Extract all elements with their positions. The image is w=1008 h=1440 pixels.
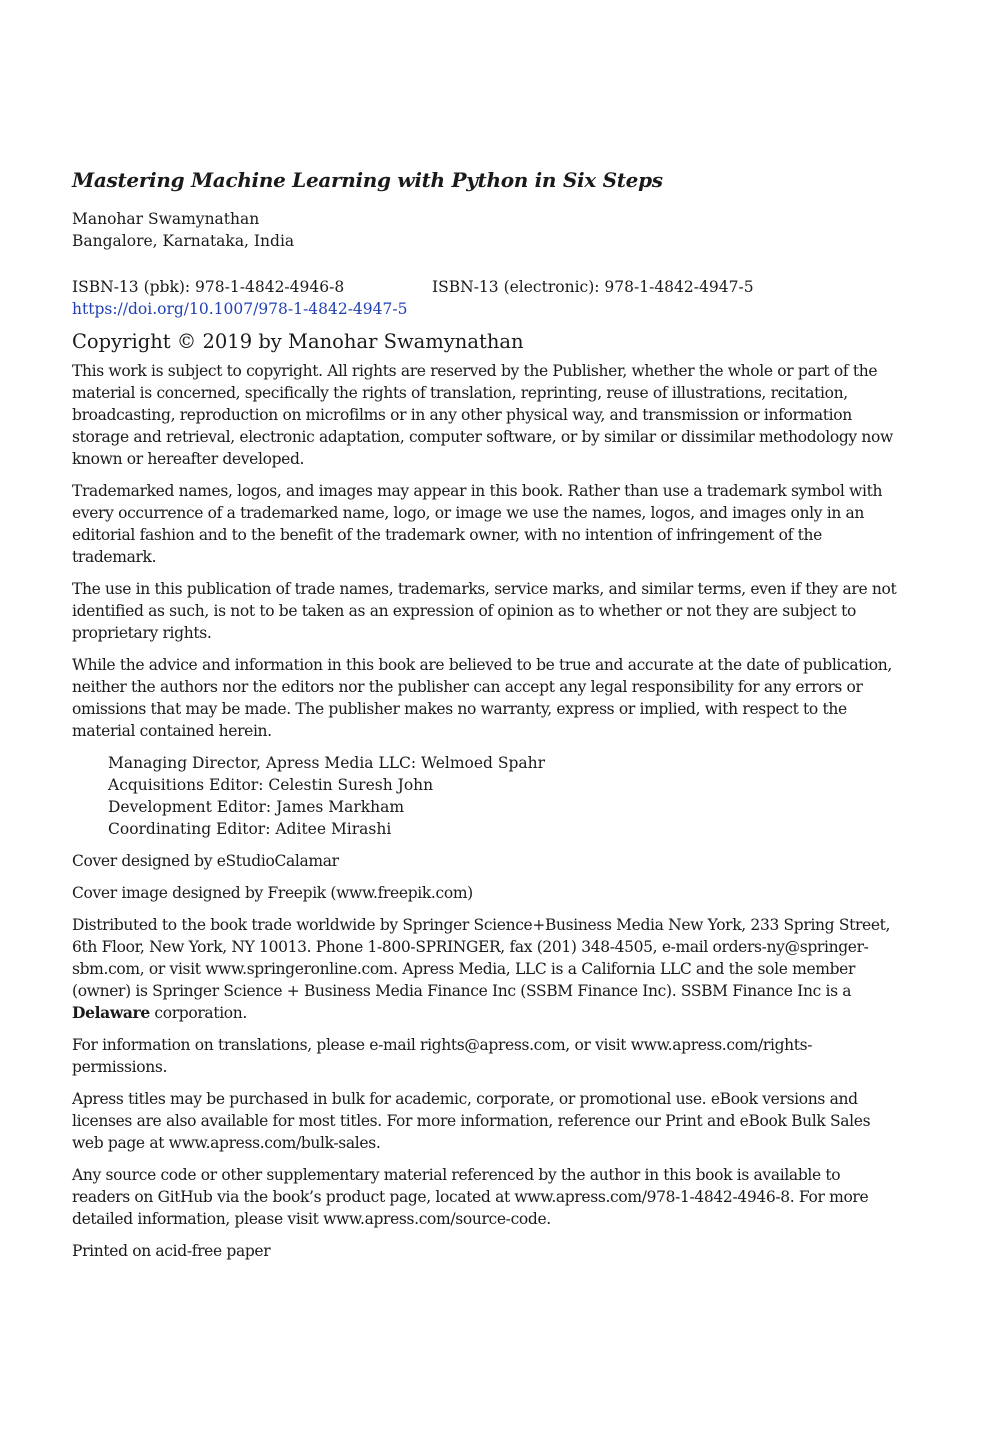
- author-name: Manohar Swamynathan: [72, 210, 260, 228]
- disclaimer: While the advice and information in this book are believed to be true and accurate at the date of publication, neither the authors nor the editors nor the publisher can accept any legal responsibility for any errors or omissions that may be made. The publisher makes no warranty, express or implied, with respect to the material contained herein.: [72, 656, 892, 740]
- copyright-page: [72, 166, 902, 1272]
- isbn-electronic: ISBN-13 (electronic): 978-1-4842-4947-5: [432, 278, 754, 296]
- editor-development: Development Editor: James Markham: [108, 798, 405, 816]
- author-location: Bangalore, Karnataka, India: [72, 232, 295, 250]
- cover-design-credit: Cover designed by eStudioCalamar: [72, 852, 339, 870]
- distribution-state: Delaware: [72, 1003, 150, 1022]
- editor-managing-director: Managing Director, Apress Media LLC: Welmoed Spahr: [108, 754, 546, 772]
- distribution-end: corporation.: [149, 1004, 247, 1022]
- trade-names-notice: The use in this publication of trade names, trademarks, service marks, and similar terms, even if they are not identified as such, is not to be taken as an expression of opinion as to whether or not they are subject to proprietary rights.: [72, 580, 897, 642]
- copyright-line: Copyright © 2019 by Manohar Swamynathan: [72, 330, 524, 353]
- doi-link[interactable]: https://doi.org/10.1007/978-1-4842-4947-5: [72, 300, 408, 318]
- source-code-notice: Any source code or other supplementary material referenced by the author in this book is available to readers on GitHub via the book’s product page, located at www.apress.com/978-1-4842-4946-8. For more detailed information, please visit www.apress.com/source-code.: [72, 1166, 869, 1228]
- translations-notice: For information on translations, please e-mail rights@apress.com, or visit www.apress.com/rights-permissions.: [72, 1036, 813, 1076]
- copyright-notice: This work is subject to copyright. All rights are reserved by the Publisher, whether the whole or part of the material is concerned, specifically the rights of translation, reprinting, reuse of illustrations, recitation, broadcasting, reproduction on microfilms or in any other physical way, and transmission or information storage and retrieval, electronic adaptation, computer software, or by similar or dissimilar methodology now known or hereafter developed.: [72, 362, 893, 468]
- distribution-text: Distributed to the book trade worldwide by Springer Science+Business Media New York, 233 Spring Street, 6th Floor, New York, NY 10013. Phone 1-800-SPRINGER, fax (201) 348-4505, e-mail orders-ny@springer-sbm.com, or visit www.springeronline.com. Apress Media, LLC is a California LLC and the sole member (owner) is Springer Science + Business Media Finance Inc (SSBM Finance Inc). SSBM Finance Inc is a: [72, 916, 891, 1000]
- editor-coordinating: Coordinating Editor: Aditee Mirashi: [108, 820, 392, 838]
- cover-image-credit: Cover image designed by Freepik (www.freepik.com): [72, 884, 473, 902]
- paper-notice: Printed on acid-free paper: [72, 1242, 271, 1260]
- book-title: Mastering Machine Learning with Python in Six Steps: [72, 168, 663, 192]
- editor-acquisitions: Acquisitions Editor: Celestin Suresh John: [108, 776, 434, 794]
- isbn-print: ISBN-13 (pbk): 978-1-4842-4946-8: [72, 278, 345, 296]
- author-block: [72, 208, 902, 252]
- distribution-notice: [72, 914, 902, 1024]
- trademark-notice: Trademarked names, logos, and images may appear in this book. Rather than use a trademark symbol with every occurrence of a trademarked name, logo, or image we use the names, logos, and images only in an editorial fashion and to the benefit of the trademark owner, with no intention of infringement of the trademark.: [72, 482, 883, 566]
- bulk-sales-notice: Apress titles may be purchased in bulk for academic, corporate, or promotional use. eBook versions and licenses are also available for most titles. For more information, reference our Print and eBook Bulk Sales web page at www.apress.com/bulk-sales.: [72, 1090, 871, 1152]
- editors-list: [108, 752, 902, 840]
- isbn-row: [72, 276, 902, 298]
